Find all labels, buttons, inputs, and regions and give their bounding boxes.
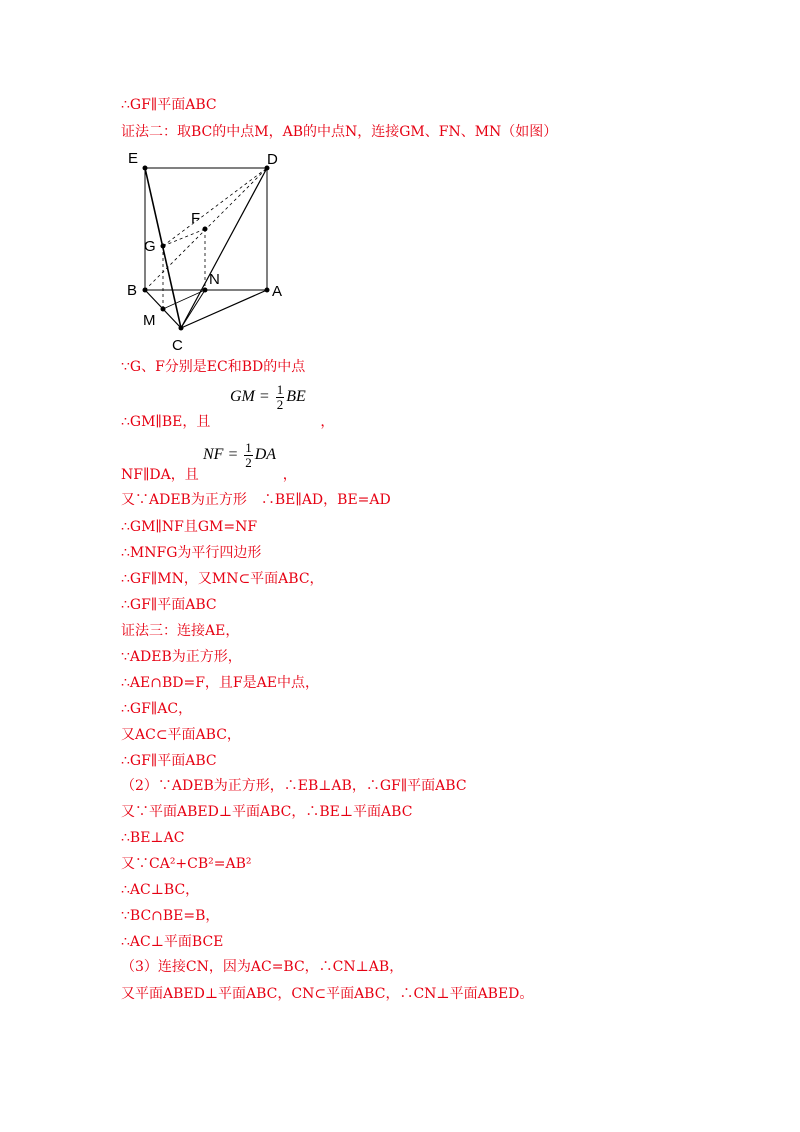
point-G [161,244,166,249]
point-F [203,227,208,232]
text-line-3: ∵G、F分别是EC和BD的中点 [121,359,306,375]
text-line-11: 证法三：连接AE， [121,623,240,639]
edge-AC [181,290,267,328]
label-G: G [144,238,156,255]
label-F: F [191,210,201,227]
geometry-figure [121,143,301,353]
text-line-24: （3）连接CN，因为AC=BC，∴CN⊥AB， [121,959,404,975]
point-A [265,288,270,293]
text-line-9: ∴GF∥MN，又MN⊂平面ABC， [121,571,324,587]
point-B [143,288,148,293]
text-line-12: ∵ADEB为正方形， [121,649,242,665]
label-C: C [172,337,183,353]
point-N [203,288,208,293]
text-line-15: 又AC⊂平面ABC， [121,727,241,743]
text-line-19: ∴BE⊥AC [121,830,185,846]
text-line-10: ∴GF∥平面ABC [121,597,217,613]
label-D: D [267,151,278,168]
text-line-6: 又∵ADEB为正方形 ∴BE∥AD，BE=AD [121,492,391,508]
text-line-5: NF∥DA，且 ， [121,467,297,483]
text-line-22: ∵BC∩BE=B， [121,908,220,924]
text-line-17: （2）∵ADEB为正方形，∴EB⊥AB，∴GF∥平面ABC [121,778,467,794]
text-line-20: 又∵CA²+CB²=AB² [121,856,252,872]
label-E: E [128,150,139,167]
text-line-18: 又∵平面ABED⊥平面ABC，∴BE⊥平面ABC [121,804,413,820]
formula-gm: GM = $\frac{1}{2}$ BE [230,382,306,412]
text-line-8: ∴MNFG为平行四边形 [121,545,262,561]
label-B: B [127,282,138,299]
point-E [143,166,148,171]
point-M [161,307,166,312]
text-line-23: ∴AC⊥平面BCE [121,934,224,950]
label-A: A [272,283,283,300]
point-C [179,326,184,331]
text-line-14: ∴GF∥AC， [121,701,193,717]
edge-GD [163,168,267,246]
text-line-2: 证法二：取BC的中点M，AB的中点N，连接GM、FN、MN（如图） [121,124,558,140]
text-line-16: ∴GF∥平面ABC [121,753,217,769]
text-line-4: ∴GM∥BE，且 ， [121,414,335,430]
formula-nf: NF = $\frac{1}{2}$ DA [203,440,277,470]
segment-GF [163,229,205,246]
text-line-1: ∴GF∥平面ABC [121,97,217,113]
label-N: N [209,271,220,288]
text-line-7: ∴GM∥NF且GM=NF [121,519,258,535]
text-line-21: ∴AC⊥BC， [121,882,200,898]
label-M: M [143,312,156,329]
edge-DC [181,168,267,328]
text-line-13: ∴AE∩BD=F，且F是AE中点， [121,675,319,691]
text-line-25: 又平面ABED⊥平面ABC，CN⊂平面ABC，∴CN⊥平面ABED。 [121,986,534,1002]
